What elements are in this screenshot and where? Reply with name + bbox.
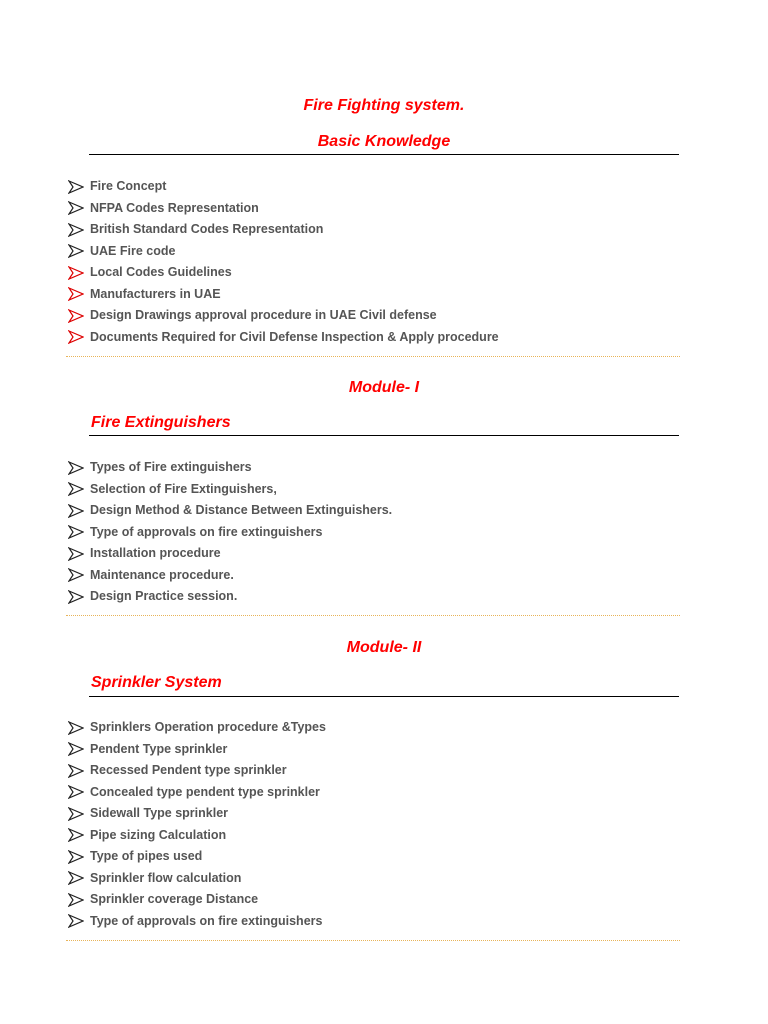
list-item: Type of approvals on fire extinguishers	[68, 911, 688, 933]
list-basic-knowledge	[68, 176, 688, 348]
arrowhead-bullet-icon	[68, 807, 90, 821]
arrowhead-bullet-icon	[68, 764, 90, 778]
arrowhead-bullet-icon	[68, 914, 90, 928]
section-heading-sprinkler-system: Sprinkler System	[91, 674, 222, 691]
arrowhead-bullet-icon	[68, 547, 90, 561]
list-item: Design Drawings approval procedure in UAE Civil defense	[68, 305, 688, 327]
list-fire-extinguishers	[68, 457, 688, 608]
list-item: Maintenance procedure.	[68, 565, 688, 587]
arrowhead-bullet-icon	[68, 590, 90, 604]
arrowhead-bullet-icon	[68, 309, 90, 323]
section-heading-fire-extinguishers: Fire Extinguishers	[91, 414, 231, 431]
heading-underline	[89, 154, 679, 155]
list-item: Documents Required for Civil Defense Inspection & Apply procedure	[68, 327, 688, 349]
list-item: Sprinklers Operation procedure &Types	[68, 717, 688, 739]
list-item: Manufacturers in UAE	[68, 284, 688, 306]
arrowhead-bullet-icon	[68, 742, 90, 756]
section-heading-basic: Basic Knowledge	[317, 133, 451, 150]
arrowhead-bullet-icon	[68, 201, 90, 215]
arrowhead-bullet-icon	[68, 180, 90, 194]
list-item: Pendent Type sprinkler	[68, 739, 688, 761]
arrowhead-bullet-icon	[68, 287, 90, 301]
list-item: Local Codes Guidelines	[68, 262, 688, 284]
arrowhead-bullet-icon	[68, 893, 90, 907]
arrowhead-bullet-icon	[68, 721, 90, 735]
arrowhead-bullet-icon	[68, 504, 90, 518]
list-item: Sprinkler flow calculation	[68, 868, 688, 890]
list-item: Types of Fire extinguishers	[68, 457, 688, 479]
heading-underline	[89, 696, 679, 697]
module-title-1: Module- I	[348, 379, 420, 396]
arrowhead-bullet-icon	[68, 525, 90, 539]
section-divider	[66, 356, 680, 357]
list-item: Type of approvals on fire extinguishers	[68, 522, 688, 544]
list-item: Pipe sizing Calculation	[68, 825, 688, 847]
arrowhead-bullet-icon	[68, 244, 90, 258]
list-item: Sidewall Type sprinkler	[68, 803, 688, 825]
module-title-2: Module- II	[346, 639, 422, 656]
arrowhead-bullet-icon	[68, 828, 90, 842]
arrowhead-bullet-icon	[68, 482, 90, 496]
document-title: Fire Fighting system.	[303, 97, 465, 114]
section-divider	[66, 615, 680, 616]
list-item: Fire Concept	[68, 176, 688, 198]
list-item: Design Method & Distance Between Extinguishers.	[68, 500, 688, 522]
heading-underline	[89, 435, 679, 436]
arrowhead-bullet-icon	[68, 266, 90, 280]
list-item: Recessed Pendent type sprinkler	[68, 760, 688, 782]
arrowhead-bullet-icon	[68, 871, 90, 885]
list-item: Design Practice session.	[68, 586, 688, 608]
list-item: Type of pipes used	[68, 846, 688, 868]
section-divider	[66, 940, 680, 941]
arrowhead-bullet-icon	[68, 850, 90, 864]
arrowhead-bullet-icon	[68, 461, 90, 475]
arrowhead-bullet-icon	[68, 568, 90, 582]
list-item: Sprinkler coverage Distance	[68, 889, 688, 911]
arrowhead-bullet-icon	[68, 223, 90, 237]
list-item: UAE Fire code	[68, 241, 688, 263]
list-item: Selection of Fire Extinguishers,	[68, 479, 688, 501]
list-item: British Standard Codes Representation	[68, 219, 688, 241]
arrowhead-bullet-icon	[68, 785, 90, 799]
list-item: NFPA Codes Representation	[68, 198, 688, 220]
arrowhead-bullet-icon	[68, 330, 90, 344]
list-item: Installation procedure	[68, 543, 688, 565]
list-sprinkler-system	[68, 717, 688, 932]
list-item: Concealed type pendent type sprinkler	[68, 782, 688, 804]
